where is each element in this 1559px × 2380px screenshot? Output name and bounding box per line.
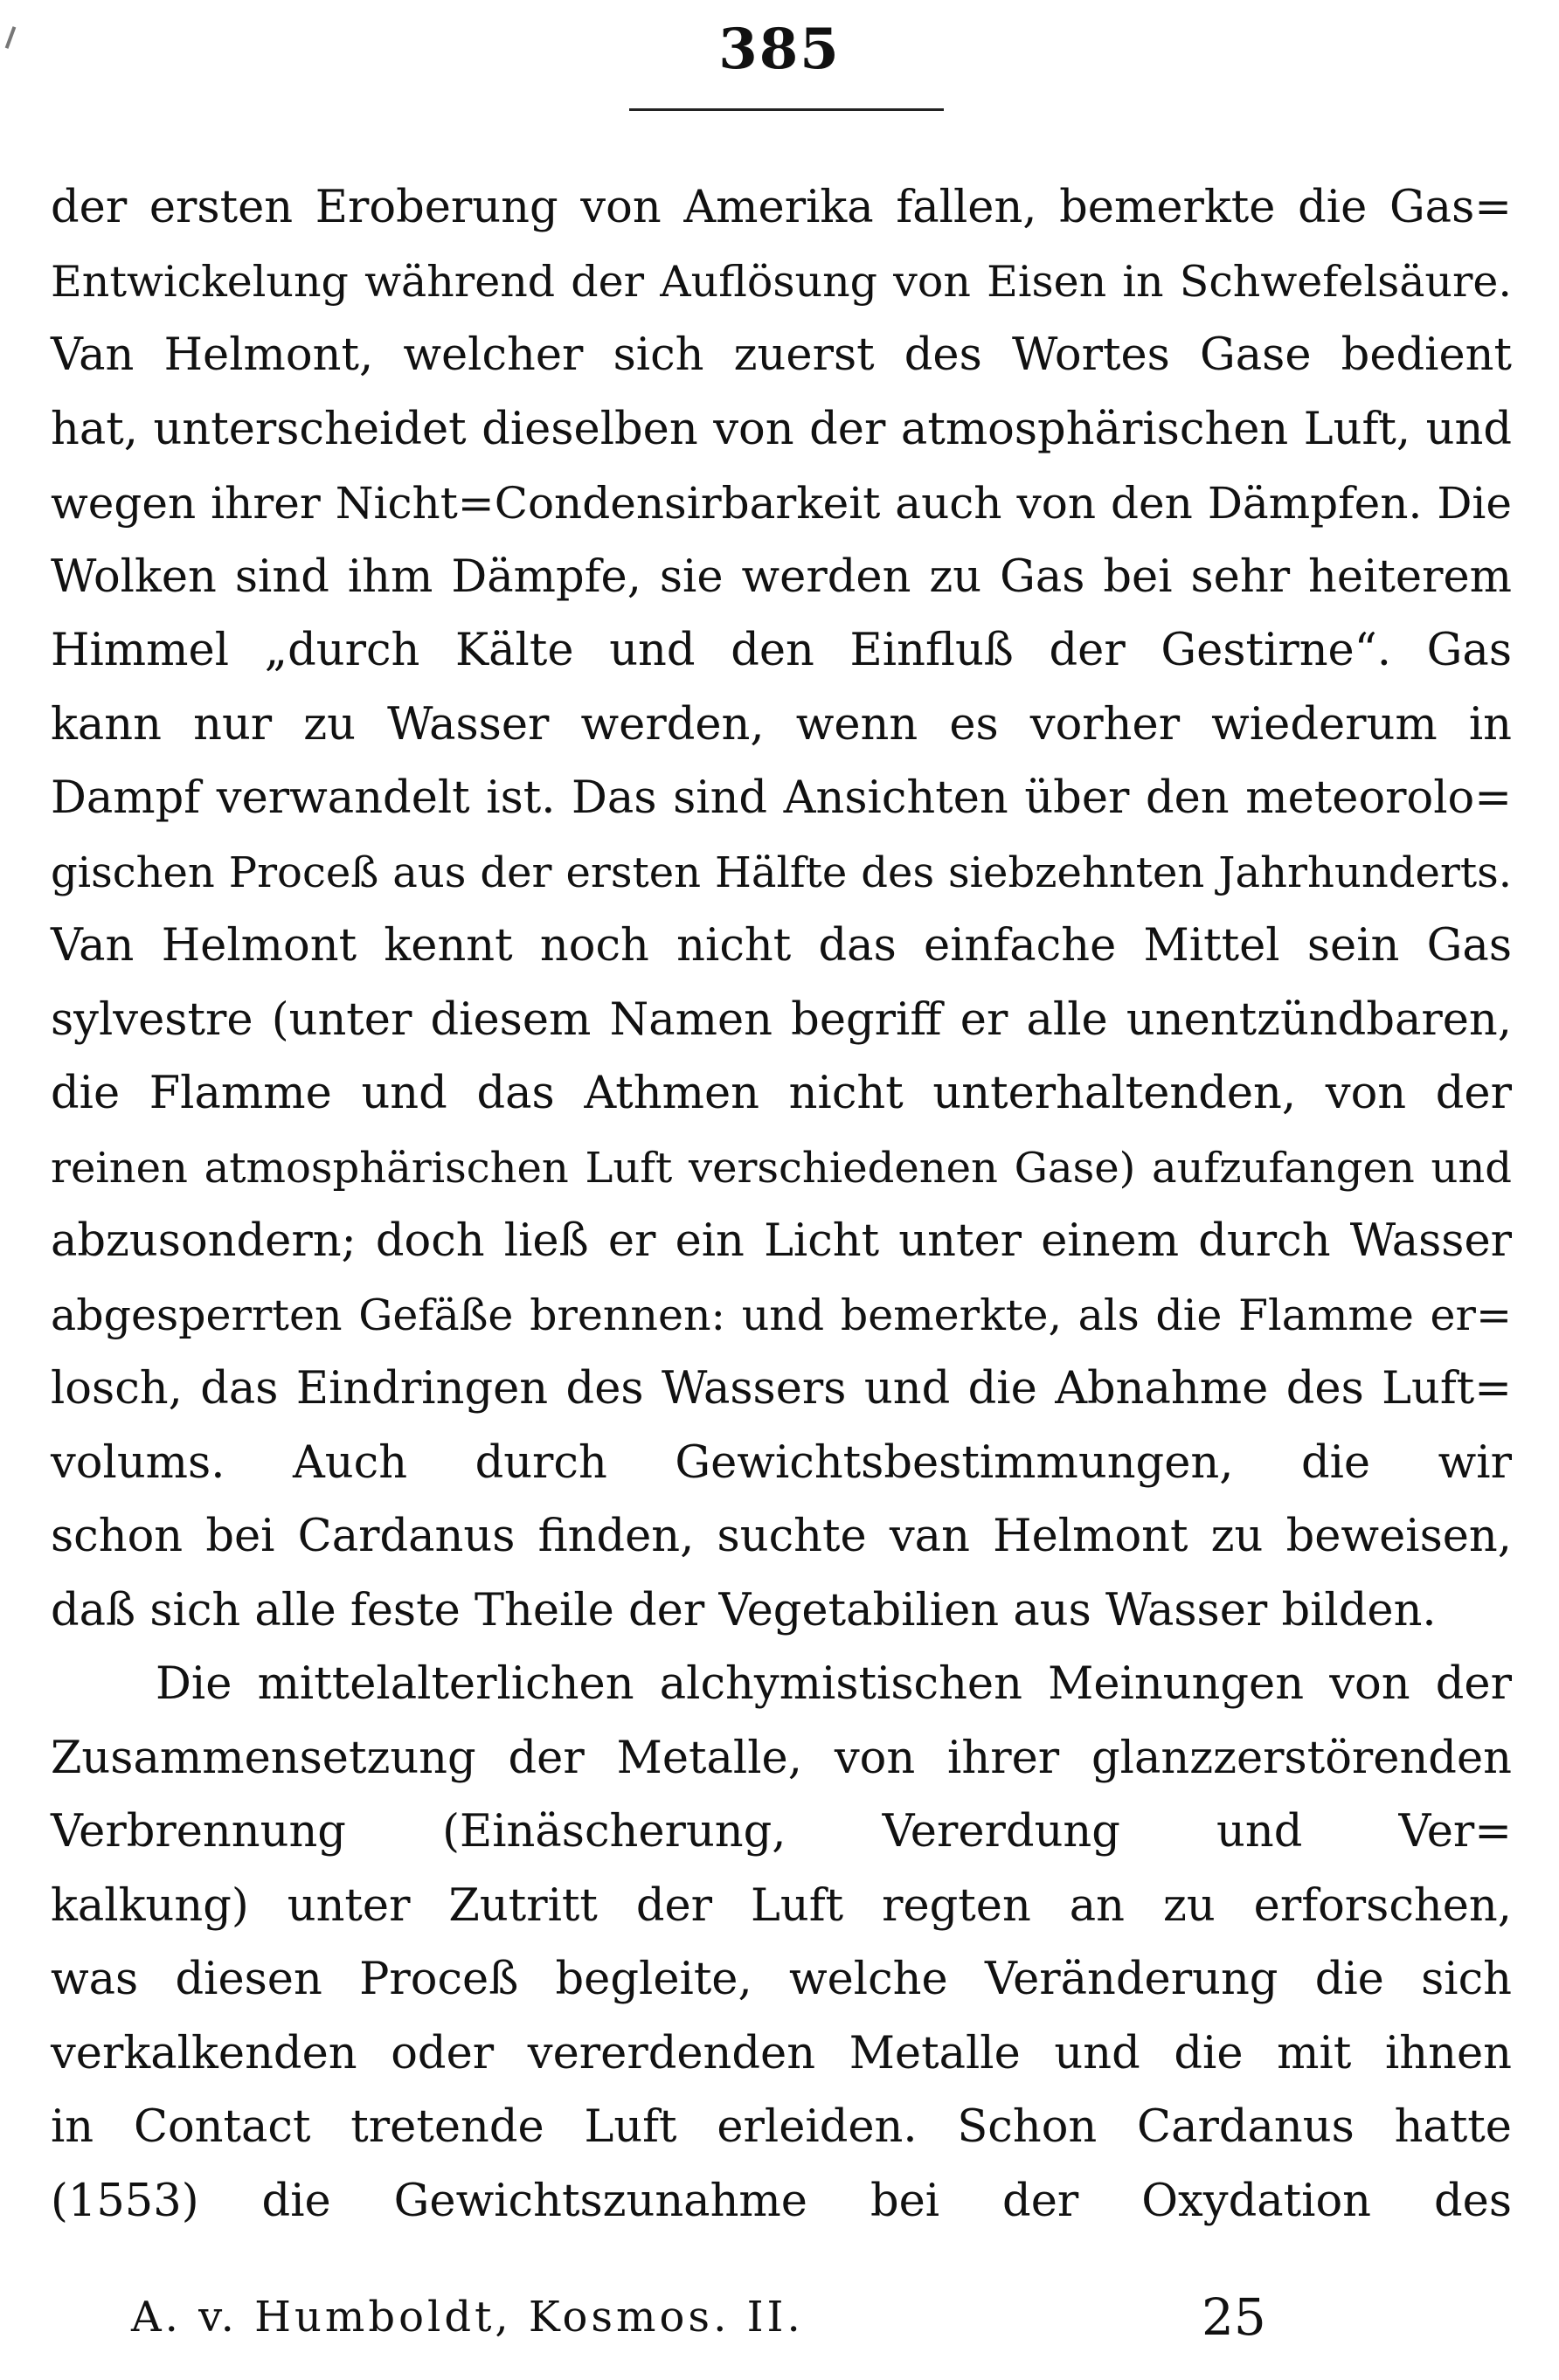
text-line: Van Helmont, welcher sich zuerst des Wortes Gase bedient bbox=[51, 329, 1512, 381]
text-line: hat, unterscheidet dieselben von der atmosphärischen Luft, und bbox=[51, 403, 1512, 455]
page-number: 385 bbox=[718, 17, 841, 82]
text-line: Entwickelung während der Auflösung von Eisen in Schwefelsäure. bbox=[51, 256, 1512, 307]
text-line: der ersten Eroberung von Amerika fallen, bemerkte die Gas= bbox=[51, 182, 1512, 233]
paragraph-last-line: daß sich alle feste Theile der Vegetabilien aus Wasser bilden. bbox=[51, 1584, 1437, 1636]
text-line: losch, das Eindringen des Wassers und die Abnahme des Luft= bbox=[51, 1363, 1512, 1415]
text-line: abzusondern; doch ließ er ein Licht unter einem durch Wasser bbox=[51, 1215, 1512, 1267]
text-line: was diesen Proceß begleite, welche Veränderung die sich bbox=[51, 1954, 1512, 2005]
text-line: die Flamme und das Athmen nicht unterhaltenden, von der bbox=[51, 1068, 1512, 1119]
text-line: Zusammensetzung der Metalle, von ihrer glanzzerstörenden bbox=[51, 1732, 1512, 1784]
text-line: kalkung) unter Zutritt der Luft regten an zu erforschen, bbox=[51, 1879, 1512, 1932]
text-line: wegen ihrer Nicht=Condensirbarkeit auch von den Dämpfen. Die bbox=[51, 478, 1512, 529]
text-line: sylvestre (unter diesem Namen begriff er alle unentzündbaren, bbox=[51, 993, 1512, 1046]
text-line: verkalkenden oder vererdenden Metalle und die mit ihnen bbox=[51, 2027, 1512, 2079]
text-line: Van Helmont kennt noch nicht das einfache Mittel sein Gas bbox=[51, 920, 1512, 972]
footer-signature: A. v. Humboldt, Kosmos. II. bbox=[131, 2293, 804, 2342]
text-line: in Contact tretende Luft erleiden. Schon Cardanus hatte bbox=[51, 2101, 1512, 2153]
text-line: kann nur zu Wasser werden, wenn es vorher wiederum in bbox=[51, 698, 1512, 751]
text-line: schon bei Cardanus finden, suchte van Helmont zu beweisen, bbox=[51, 1511, 1512, 1562]
text-line: abgesperrten Gefäße brennen: und bemerkte, als die Flamme er= bbox=[51, 1290, 1512, 1340]
body-text bbox=[51, 171, 1512, 2238]
text-line: reinen atmosphärischen Luft verschiedenen Gase) aufzufangen und bbox=[51, 1143, 1512, 1193]
text-line: volums. Auch durch Gewichtsbestimmungen, die wir bbox=[51, 1436, 1512, 1489]
text-line: Verbrennung (Einäscherung, Vererdung und Ver= bbox=[51, 1806, 1512, 1858]
text-line: Himmel „durch Kälte und den Einfluß der Gestirne“. Gas bbox=[51, 625, 1512, 676]
page-footer bbox=[131, 2282, 1267, 2352]
paragraph-first-line: Die mittelalterlichen alchymistischen Meinungen von der bbox=[156, 1658, 1512, 1710]
text-line: (1553) die Gewichtszunahme bei der Oxydation des bbox=[51, 2175, 1512, 2227]
text-line: Wolken sind ihm Dämpfe, sie werden zu Gas bei sehr heiterem bbox=[51, 550, 1512, 603]
header-rule bbox=[629, 108, 944, 111]
text-line: gischen Proceß aus der ersten Hälfte des siebzehnten Jahrhunderts. bbox=[51, 848, 1512, 897]
sheet-number: 25 bbox=[1202, 2287, 1266, 2347]
text-line: Dampf verwandelt ist. Das sind Ansichten über den meteorolo= bbox=[51, 772, 1512, 824]
